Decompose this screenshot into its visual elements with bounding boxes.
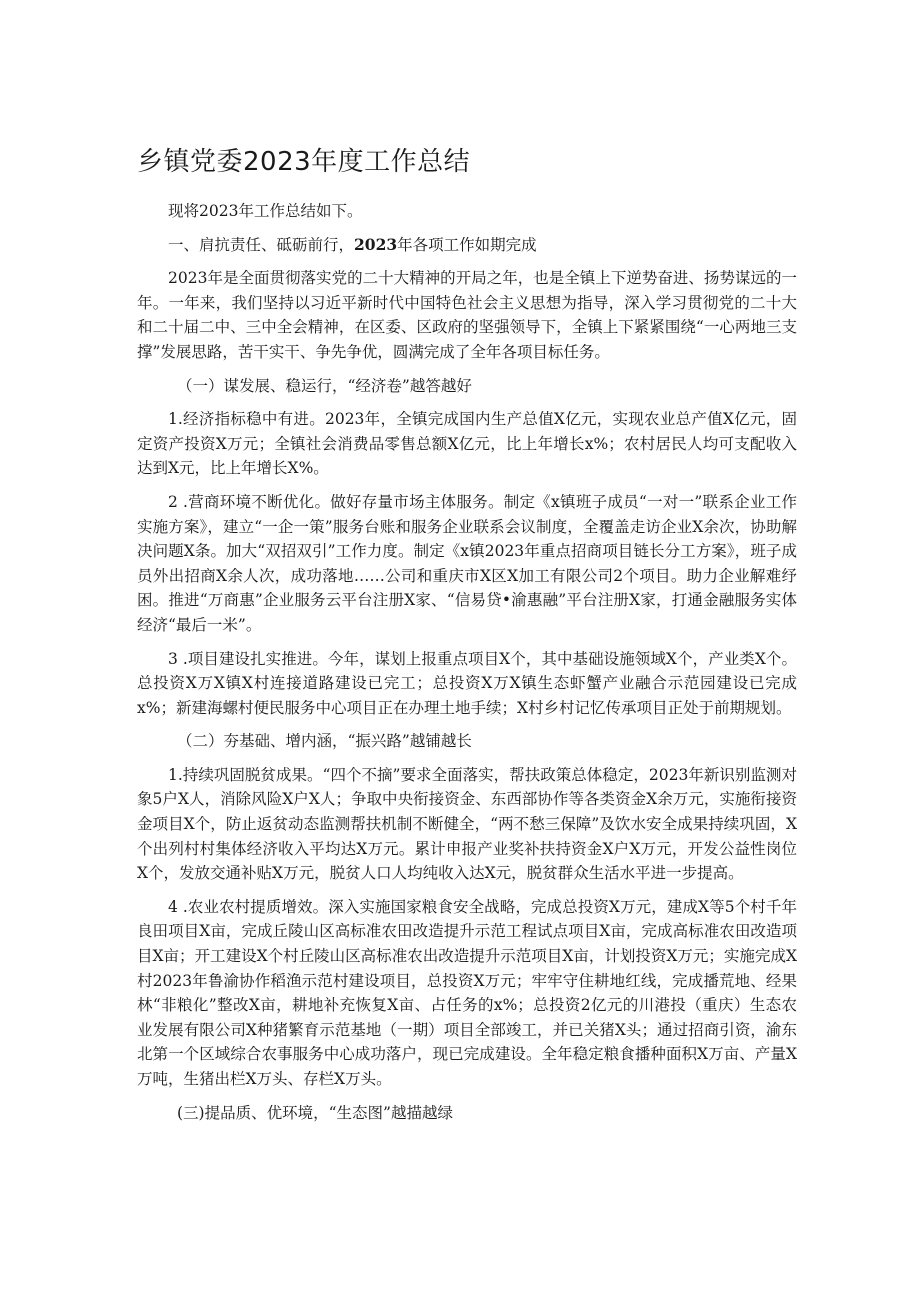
subsection3-heading: (三)提品质、优环境，“生态图”越描越绿 [177,1103,453,1122]
section1-paragraph: 2023年是全面贯彻落实党的二十大精神的开局之年，也是全镇上下逆势奋进、扬势谋远的一年。一年来，我们坚持以习近平新时代中国特色社会主义思想为指导，深入学习贯彻党的二十大和二十届二中、三中全会精神，在区委、区政府的坚强领导下，全镇上下紧紧围绕“一心两地三支撑”发展思路，苦干实干、争先争优，圆满完成了全年各项目标任务。 [137,269,797,361]
subsection1-heading: （一）谋发展、稳运行，“经济卷”越答越好 [177,376,472,395]
document-page [137,145,797,1134]
subsection1-item2: 2 .营商环境不断优化。做好存量市场主体服务。制定《x镇班子成员“一对一”联系企业工作实施方案》，建立“一企一策”服务台账和服务企业联系会议制度，全覆盖走访企业X余次，协助解决问题X条。加大“双招双引”工作力度。制定《x镇2023年重点招商项目链长分工方案》，班子成员外出招商X余人次，成功落地……公司和重庆市X区X加工有限公司2个项目。助力企业解难纾困。推进“万商惠”企业服务云平台注册X家、“信易贷•渝惠融”平台注册X家，打通金融服务实体经济“最后一米”。 [137,492,797,634]
subsection2-item1: 1.持续巩固脱贫成果。“四个不摘”要求全面落实，帮扶政策总体稳定，2023年新识别监测对象5户X人，消除风险X户X人；争取中央衔接资金、东西部协作等各类资金X余万元，实施衔接资金项目X个，防止返贫动态监测帮扶机制不断健全，“两不愁三保障”及饮水安全成果持续巩固，X个出列村村集体经济收入平均达X万元。累计申报产业奖补扶持资金X户X万元，开发公益性岗位X个，发放交通补贴X万元，脱贫人口人均纯收入达X元，脱贫群众生活水平进一步提高。 [137,765,797,883]
subsection1-item3: 3 .项目建设扎实推进。今年，谋划上报重点项目X个，其中基础设施领域X个，产业类X个。总投资X万X镇X村连接道路建设已完工；总投资X万X镇生态虾蟹产业融合示范园建设已完成x%；新建海螺村便民服务中心项目正在办理土地手续；X村乡村记忆传承项目正处于前期规划。 [137,649,797,717]
intro-paragraph: 现将2023年工作总结如下。 [168,202,363,220]
section1-heading-year: 2023 [354,234,398,254]
section1-heading [137,233,797,258]
document-title: 乡镇党委2023年度工作总结 [137,147,471,177]
subsection2-item4: 4 .农业农村提质增效。深入实施国家粮食安全战略，完成总投资X万元，建成X等5个村千年良田项目X亩，完成丘陵山区高标准农田改造提升示范工程试点项目X亩，完成高标准农田改造项目X亩；开工建设X个村丘陵山区高标准农出改造提升示范项目X亩，计划投资X万元；实施完成X村2023年鲁渝协作稻渔示范村建设项目，总投资X万元；牢牢守住耕地红线，完成播荒地、经果林“非粮化”整改X亩，耕地补充恢复X亩、占任务的x%；总投资2亿元的川港投（重庆）生态农业发展有限公司X种猪繁育示范基地（一期）项目全部竣工，并已关猪X头；通过招商引资，渝东北第一个区域综合农事服务中心成功落户，现已完成建设。全年稳定粮食播种面积X万亩、产量X万吨，生猪出栏X万头、存栏X万头。 [137,897,797,1088]
subsection2-heading: （二）夯基础、增内涵，“振兴路”越铺越长 [177,732,472,751]
section1-heading-prefix: 一、肩抗责任、砥砺前行， [168,235,355,254]
section1-heading-suffix: 年各项工作如期完成 [397,235,537,254]
subsection1-item1: 1.经济指标稳中有进。2023年，全镇完成国内生产总值X亿元，实现农业总产值X亿元，固定资产投资X万元；全镇社会消费品零售总额X亿元，比上年增长x%；农村居民人均可支配收入达到X元，比上年增长X%。 [137,410,797,478]
